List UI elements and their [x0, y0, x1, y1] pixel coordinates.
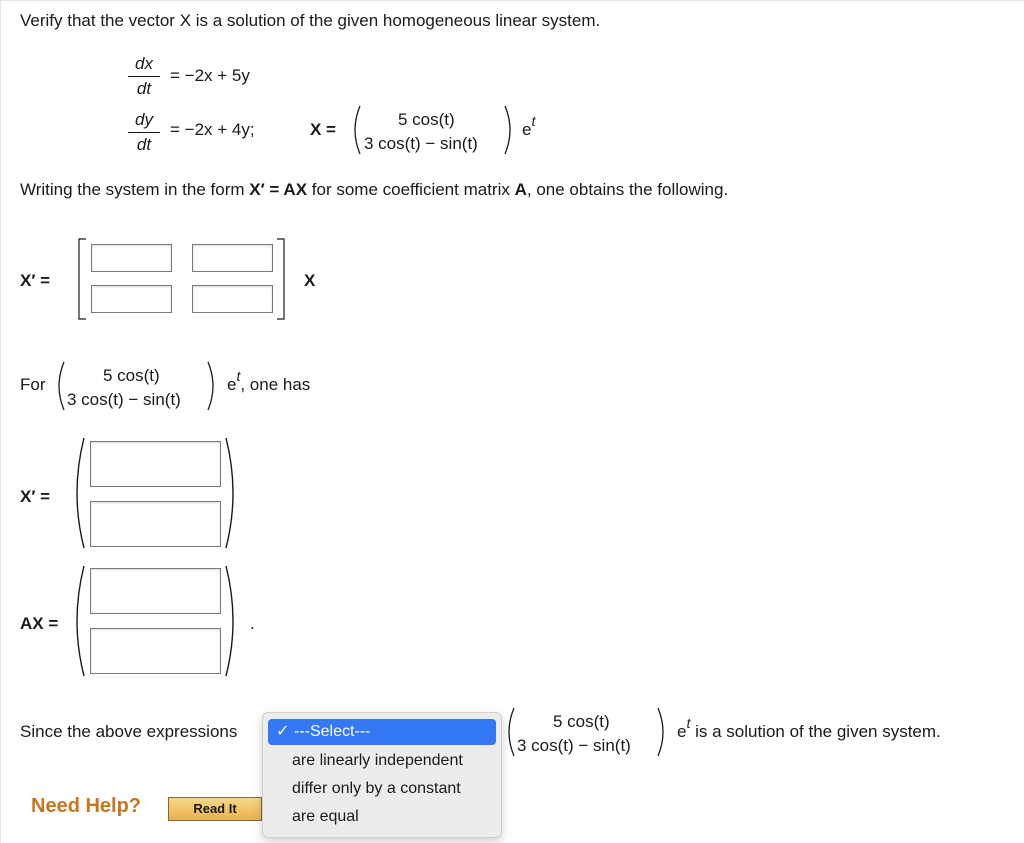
right-bracket-icon: [275, 238, 287, 320]
dropdown-option-select[interactable]: ✓ ---Select---: [268, 719, 496, 745]
dropdown-option-differ-by-constant[interactable]: differ only by a constant: [292, 780, 461, 797]
final-right-paren-icon: [656, 706, 670, 758]
x-vector-top: 5 cos(t): [398, 110, 455, 129]
for-right-paren-icon: [206, 360, 220, 412]
ax-top-input[interactable]: [90, 568, 221, 614]
xprime-bottom-input[interactable]: [90, 501, 221, 547]
xprime-label: X′ =: [20, 487, 51, 506]
for-left-paren-icon: [52, 360, 66, 412]
matrix-a12-input[interactable]: [192, 244, 273, 272]
xprime-left-paren-icon: [68, 436, 86, 550]
right-paren-icon: [503, 104, 517, 156]
matrix-a11-input[interactable]: [91, 244, 172, 272]
matrix-x-tail: X: [304, 271, 316, 290]
ax-period: .: [250, 614, 255, 633]
relationship-dropdown-menu[interactable]: [262, 712, 502, 838]
final-vector-bottom: 3 cos(t) − sin(t): [517, 736, 631, 755]
final-vector-top: 5 cos(t): [553, 712, 610, 731]
dy-dt-fraction: [128, 109, 160, 156]
panel-top-border: [0, 0, 1024, 1]
ax-left-paren-icon: [68, 564, 86, 678]
final-exponential: $e^t$ is a solution of the given system.: [677, 715, 941, 741]
panel-left-border: [0, 0, 1, 843]
checkmark-icon: ✓: [276, 723, 290, 740]
left-paren-icon: [348, 104, 362, 156]
read-it-button[interactable]: Read It: [168, 797, 262, 821]
x-vector-label: X =: [310, 120, 336, 139]
writing-system-text: Writing the system in the form X′ = AX for some coefficient matrix A, one obtains the following.: [20, 180, 729, 199]
ax-right-paren-icon: [224, 564, 242, 678]
x-vector-exponential: $e^t$: [522, 113, 536, 139]
x-vector-bottom: 3 cos(t) − sin(t): [364, 134, 478, 153]
ax-label: AX =: [20, 614, 59, 633]
xprime-right-paren-icon: [224, 436, 242, 550]
eq1-denominator: dt: [136, 79, 152, 98]
left-bracket-icon: [76, 238, 88, 320]
dx-dt-fraction: [128, 53, 160, 100]
for-vector-bottom: 3 cos(t) − sin(t): [67, 390, 181, 409]
eq1-rhs: = −2x + 5y: [170, 66, 250, 85]
eq1-numerator: dx: [135, 54, 153, 73]
since-text: Since the above expressions: [20, 722, 238, 741]
dropdown-option-are-equal[interactable]: are equal: [292, 808, 359, 825]
dropdown-option-linearly-independent[interactable]: are linearly independent: [292, 752, 463, 769]
ax-bottom-input[interactable]: [90, 628, 221, 674]
xprime-top-input[interactable]: [90, 441, 221, 487]
need-help-label: Need Help?: [31, 795, 142, 817]
matrix-a21-input[interactable]: [91, 285, 172, 313]
eq2-numerator: dy: [135, 110, 153, 129]
eq2-rhs: = −2x + 4y;: [170, 120, 255, 139]
eq2-denominator: dt: [136, 135, 152, 154]
for-exponential: $e^t$, one has: [227, 368, 311, 394]
matrix-a22-input[interactable]: [192, 285, 273, 313]
for-vector-top: 5 cos(t): [103, 366, 160, 385]
for-label: For: [20, 375, 46, 394]
matrix-xprime-label: X′ =: [20, 271, 51, 290]
instruction-text: Verify that the vector X is a solution of the given homogeneous linear system.: [20, 11, 601, 30]
final-left-paren-icon: [502, 706, 516, 758]
